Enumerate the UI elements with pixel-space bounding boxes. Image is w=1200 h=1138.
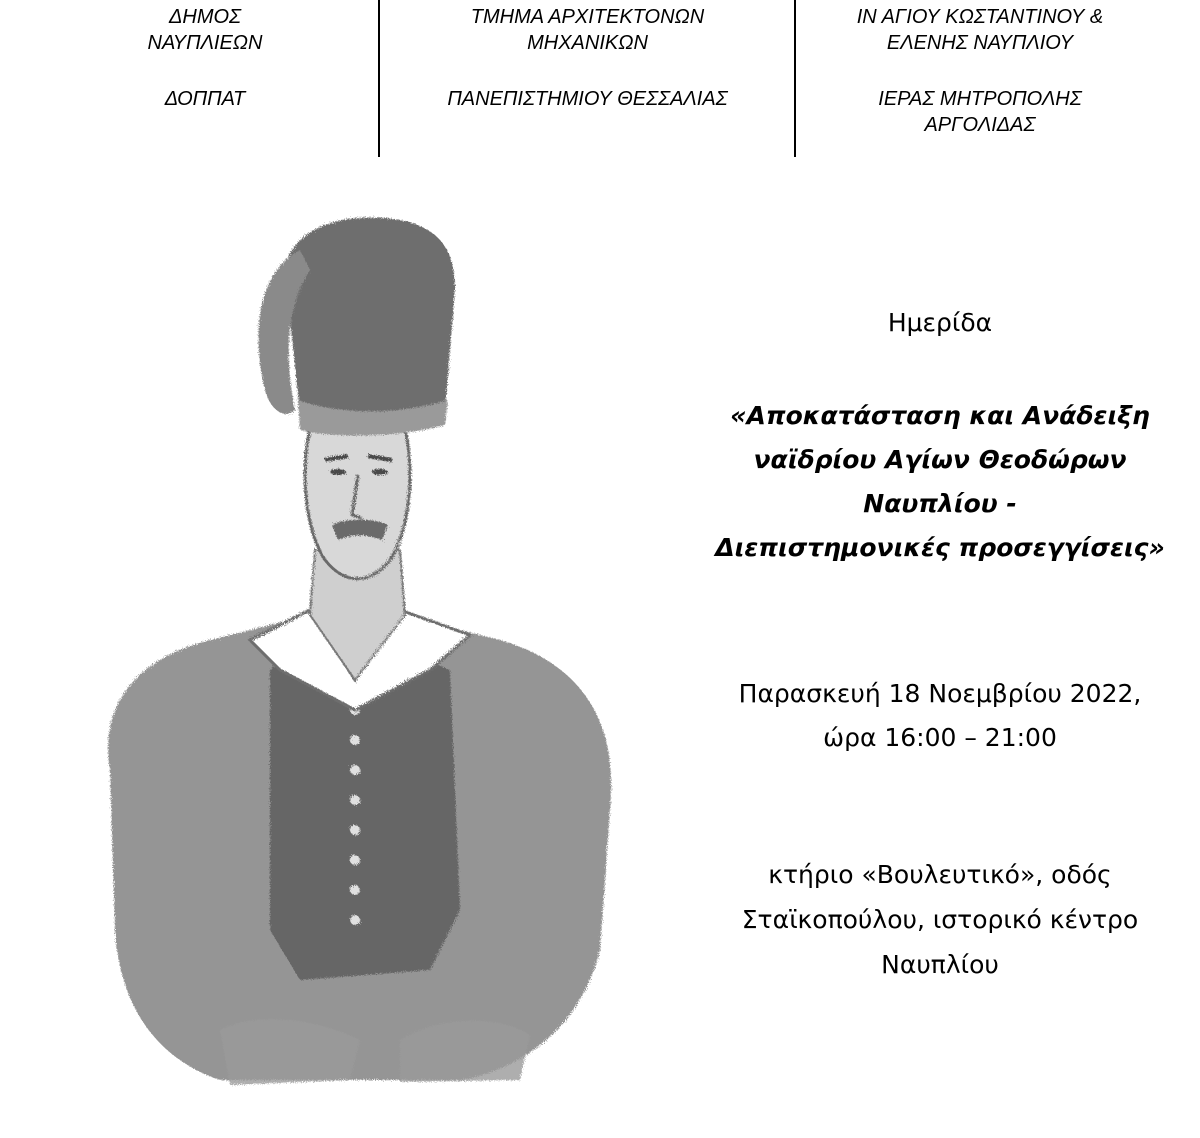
organizer-line: ΠΑΝΕΠΙΣΤΗΜΙΟΥ ΘΕΣΣΑΛΙΑΣ bbox=[447, 88, 728, 110]
event-venue-line: κτήριο «Βουλευτικό», οδός bbox=[768, 860, 1112, 889]
organizer-line: ΔΟΠΠΑΤ bbox=[164, 88, 246, 110]
event-venue bbox=[700, 852, 1180, 987]
organizer-church bbox=[810, 4, 1150, 138]
organizer-line: ΔΗΜΟΣ bbox=[168, 6, 242, 28]
organizer-line: ΕΛΕΝΗΣ ΝΑΥΠΛΙΟΥ bbox=[886, 32, 1074, 54]
organizer-line: ΙΝ ΑΓΙΟΥ ΚΩΣΤΑΝΤΙΝΟΥ & bbox=[856, 6, 1104, 28]
event-time-line: ώρα 16:00 – 21:00 bbox=[823, 723, 1057, 752]
event-venue-line: Σταϊκοπούλου, ιστορικό κέντρο bbox=[741, 905, 1139, 934]
event-date bbox=[700, 672, 1180, 760]
event-date-line: Παρασκευή 18 Νοεμβρίου 2022, bbox=[738, 679, 1142, 708]
event-title-line: Ναυπλίου - bbox=[863, 489, 1017, 518]
event-title-line: ναϊδρίου Αγίων Θεοδώρων bbox=[753, 445, 1127, 474]
fez-hat-shape bbox=[285, 217, 455, 422]
organizer-line: ΤΜΗΜΑ ΑΡΧΙΤΕΚΤΟΝΩΝ bbox=[470, 6, 705, 28]
event-title bbox=[700, 394, 1180, 570]
organizer-line: ΙΕΡΑΣ ΜΗΤΡΟΠΟΛΗΣ bbox=[878, 88, 1082, 110]
organizer-line: ΝΑΥΠΛΙΕΩΝ bbox=[147, 32, 263, 54]
header-organizers bbox=[0, 0, 1200, 160]
organizer-line: ΜΗΧΑΝΙΚΩΝ bbox=[527, 32, 648, 54]
event-type: Ημερίδα bbox=[887, 308, 993, 337]
divider bbox=[794, 0, 796, 157]
divider bbox=[378, 0, 380, 157]
organizer-municipality bbox=[60, 4, 350, 112]
event-title-line: «Αποκατάσταση και Ανάδειξη bbox=[730, 401, 1150, 430]
organizer-university bbox=[395, 4, 780, 112]
event-title-line: Διεπιστημονικές προσεγγίσεις» bbox=[715, 533, 1165, 562]
organizer-line: ΑΡΓΟΛΙΔΑΣ bbox=[924, 114, 1036, 136]
event-venue-line: Ναυπλίου bbox=[881, 950, 999, 979]
portrait-sketch bbox=[100, 210, 660, 1110]
